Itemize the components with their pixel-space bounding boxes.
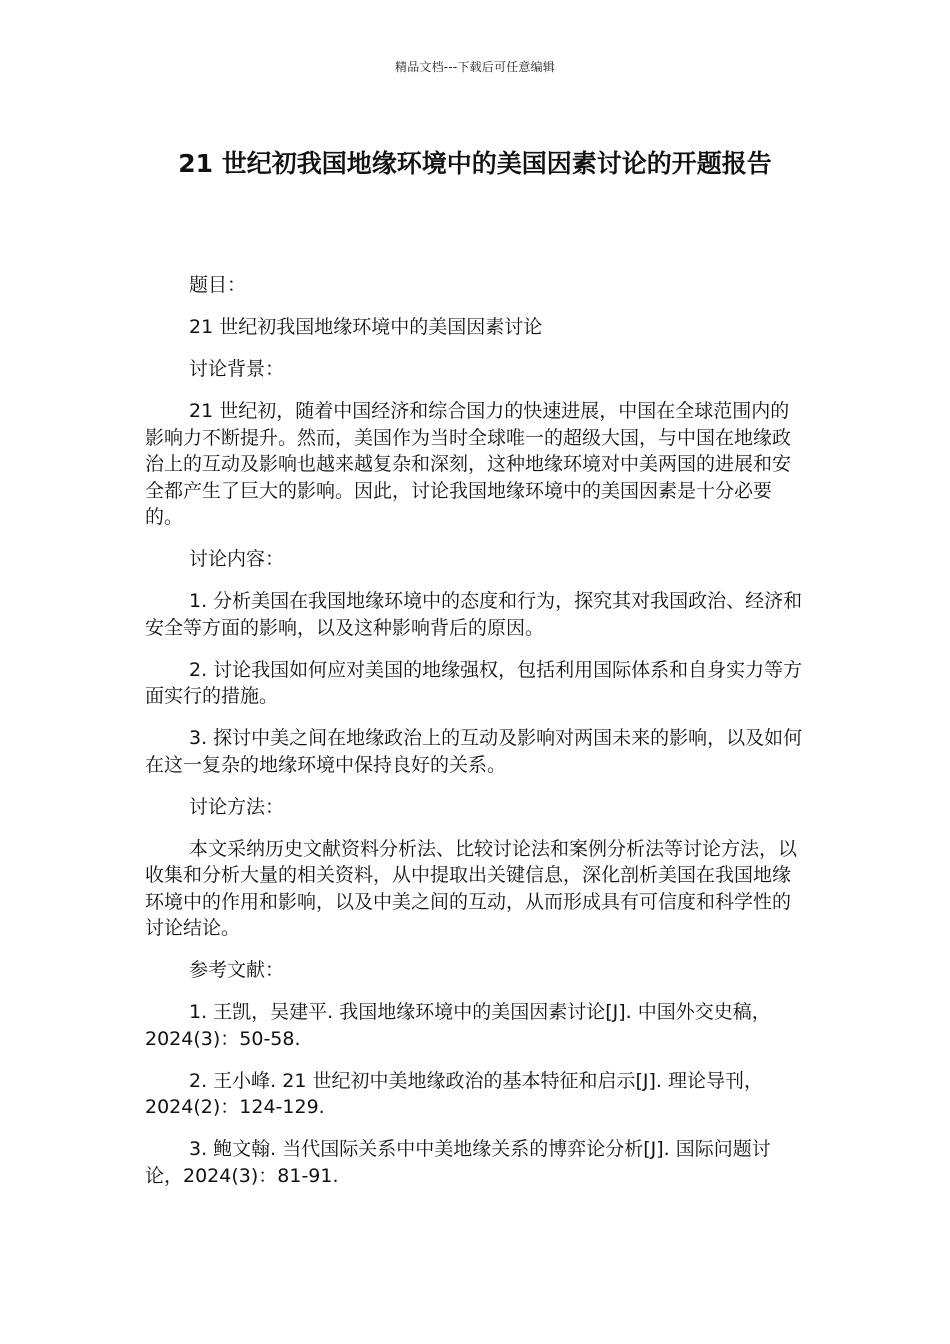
topic-text: 21 世纪初我国地缘环境中的美国因素讨论 xyxy=(189,316,543,338)
content-heading: 讨论内容： xyxy=(189,548,285,570)
content-item-1: 1. 分析美国在我国地缘环境中的态度和行为，探究其对我国政治、经济和安全等方面的影响，以及这种影响背后的原因。 xyxy=(145,590,803,639)
background-text: 21 世纪初，随着中国经济和综合国力的快速进展，中国在全球范围内的影响力不断提升。然而，美国作为当时全球唯一的超级大国，与中国在地缘政治上的互动及影响也越来越复杂和深刻，这种地缘环境对中美两国的进展和安全都产生了巨大的影响。因此，讨论我国地缘环境中的美国因素是十分必要的。 xyxy=(145,400,792,528)
page-header: 精品文档---下载后可任意编辑 xyxy=(395,60,555,74)
method-heading: 讨论方法： xyxy=(189,795,285,818)
document-title: 21 世纪初我国地缘环境中的美国因素讨论的开题报告 xyxy=(178,149,772,178)
references-heading: 参考文献： xyxy=(189,959,285,981)
reference-3: 3. 鲍文翰. 当代国际关系中中美地缘关系的博弈论分析[J]. 国际问题讨论，2024(3)：81-91. xyxy=(145,1138,771,1187)
topic-heading: 题目： xyxy=(189,274,247,296)
reference-2: 2. 王小峰. 21 世纪初中美地缘政治的基本特征和启示[J]. 理论导刊，2024(2)：124-129. xyxy=(145,1069,763,1118)
reference-1: 1. 王凯，吴建平. 我国地缘环境中的美国因素讨论[J]. 中国外交史稿，2024(3)：50-58. xyxy=(145,1001,771,1050)
method-text: 本文采纳历史文献资料分析法、比较讨论法和案例分析法等讨论方法，以收集和分析大量的相关资料，从中提取出关键信息，深化剖析美国在我国地缘环境中的作用和影响，以及中美之间的互动，从而形成具有可信度和科学性的讨论结论。 xyxy=(145,837,798,939)
content-item-3: 3. 探讨中美之间在地缘政治上的互动及影响对两国未来的影响，以及如何在这一复杂的地缘环境中保持良好的关系。 xyxy=(145,727,803,776)
background-heading: 讨论背景： xyxy=(189,358,285,380)
document-body xyxy=(145,272,805,1205)
content-item-2: 2. 讨论我国如何应对美国的地缘强权，包括利用国际体系和自身实力等方面实行的措施。 xyxy=(145,658,803,707)
